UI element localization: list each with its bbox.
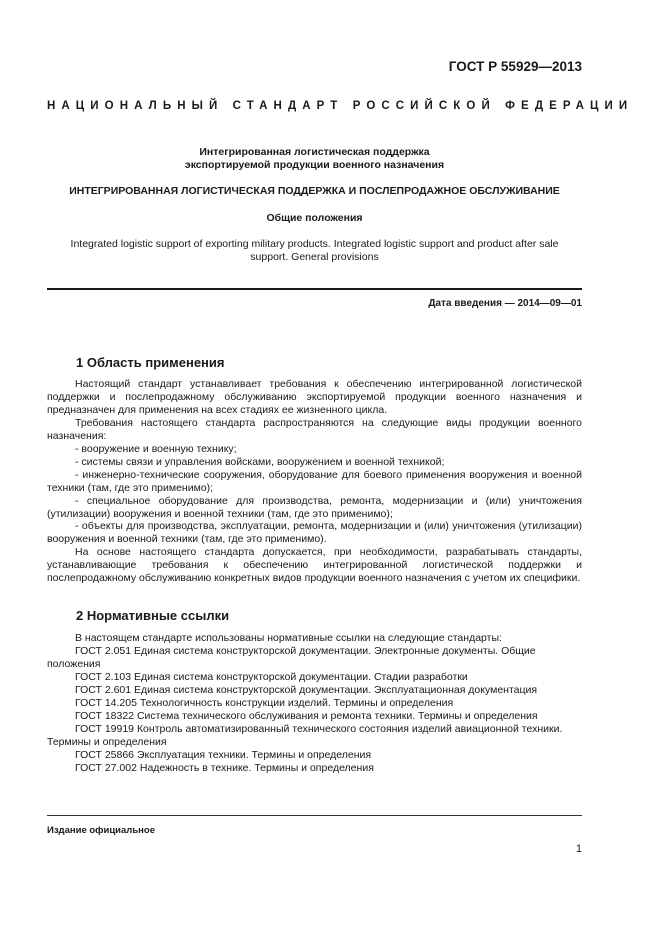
reference-item: ГОСТ 14.205 Технологичность конструкции изделий. Термины и определения <box>75 696 454 709</box>
paragraph: В настоящем стандарте использованы нормативные ссылки на следующие стандарты: <box>75 632 502 644</box>
footer-divider <box>47 815 582 816</box>
list-item: - инженерно-технические сооружения, оборудование для боевого применения вооружения и военной техники (там, где это применимо); <box>47 468 582 494</box>
list-item: - вооружение и военную технику; <box>75 442 237 455</box>
reference-item: ГОСТ 18322 Система технического обслуживания и ремонта техники. Термины и определения <box>75 709 538 722</box>
section-2-heading: 2 Нормативные ссылки <box>76 608 230 623</box>
list-item: - системы связи и управления войсками, вооружением и военной техникой; <box>75 455 445 468</box>
page-number: 1 <box>575 843 582 855</box>
section-1-heading: 1 Область применения <box>76 355 225 370</box>
official-edition-label: Издание официальное <box>47 825 155 836</box>
reference-item: ГОСТ 2.601 Единая система конструкторской документации. Эксплуатационная документация <box>75 683 538 696</box>
reference-item: ГОСТ 25866 Эксплуатация техники. Термины и определения <box>75 748 372 761</box>
standard-title: ИНТЕГРИРОВАННАЯ ЛОГИСТИЧЕСКАЯ ПОДДЕРЖКА И ПОСЛЕПРОДАЖНОЕ ОБСЛУЖИВАНИЕ <box>69 185 560 197</box>
paragraph: На основе настоящего стандарта допускается, при необходимости, разрабатывать стандарты, устанавливающие требования к обеспечению интегрированной логистической поддержки и послепродажному обслуживанию конкретных видов продукции военного назначения с учетом их специфики. <box>47 546 582 585</box>
subtitle-line-2: экспортируемой продукции военного назначения <box>184 159 445 171</box>
english-title-line-2: support. General provisions <box>250 251 379 264</box>
reference-item: ГОСТ 27.002 Надежность в технике. Термины и определения <box>75 761 374 774</box>
reference-item: ГОСТ 19919 Контроль автоматизированный технического состояния изделий авиационной техники. Термины и определения <box>47 722 563 748</box>
paragraph: Настоящий стандарт устанавливает требования к обеспечению интегрированной логистической поддержки и послепродажному обслуживанию экспортируемой продукции военного назначения и предназначен для применения на всех стадиях ее жизненного цикла. <box>47 378 582 416</box>
standard-subtitle <box>47 146 582 172</box>
section-2-body <box>47 632 582 774</box>
list-item: - объекты для производства, эксплуатации, ремонта, модернизации и (или) уничтожения (утилизации) вооружения и военной техники (там, где это применимо). <box>47 520 582 546</box>
english-title-line-1: Integrated logistic support of exporting military products. Integrated logistic support and product after sale <box>70 238 559 250</box>
title-divider <box>47 288 582 290</box>
reference-item: ГОСТ 2.103 Единая система конструкторской документации. Стадии разработки <box>75 670 468 683</box>
subtitle-line-1: Интегрированная логистическая поддержка <box>199 146 430 158</box>
reference-item: ГОСТ 2.051 Единая система конструкторской документации. Электронные документы. Общие положения <box>47 644 536 670</box>
national-standard-banner: НАЦИОНАЛЬНЫЙ СТАНДАРТ РОССИЙСКОЙ ФЕДЕРАЦИИ <box>47 100 634 112</box>
section-1-body <box>47 378 582 585</box>
introduction-date: Дата введения — 2014—09—01 <box>428 298 582 309</box>
standard-part-title: Общие положения <box>266 212 363 224</box>
paragraph: Требования настоящего стандарта распространяются на следующие виды продукции военного назначения: <box>47 416 582 442</box>
document-code: ГОСТ Р 55929—2013 <box>448 59 582 74</box>
english-title <box>47 238 582 265</box>
list-item: - специальное оборудование для производства, ремонта, модернизации и (или) уничтожения (утилизации) вооружения и военной техники (там, где это применимо); <box>47 494 582 520</box>
